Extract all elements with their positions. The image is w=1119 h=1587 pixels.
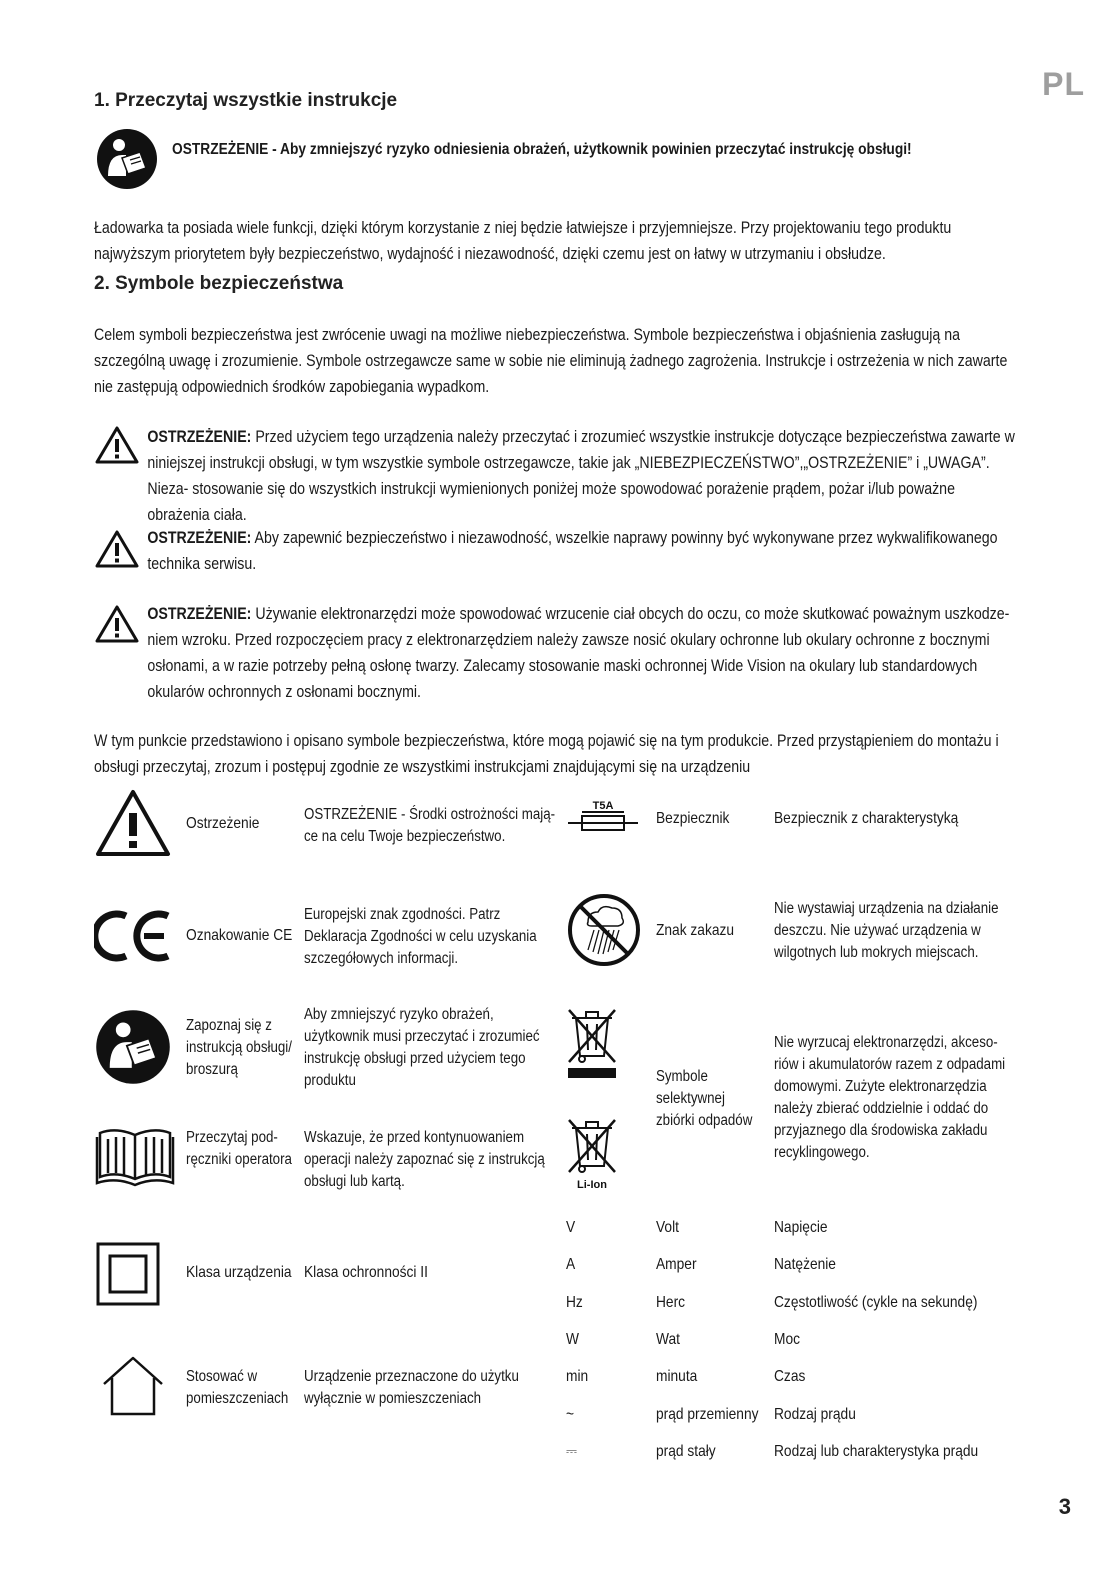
warning-text: Aby zapewnić bezpieczeństwo i niezawodność, wszelkie naprawy powinny być wykonywane przez wykwalifikowanego technika serwisu. [147, 529, 998, 573]
symbol-name: Stosować w pomieszczeniach [186, 1368, 289, 1407]
unit-symbol: W [566, 1331, 579, 1348]
fuse-icon [566, 798, 640, 838]
unit-symbol: min [566, 1368, 589, 1385]
warning-text: Przed użyciem tego urządzenia należy przeczytać i zrozumieć wszystkie instrukcje dotyczące bezpieczeństwa zawarte w niniejszej instrukcji obsługi, w tym wszystkie symbole ostrzegawcze, takie jak „NIEBEZPIECZEŃSTWO”,„OSTRZEŻENIE” i „UWAGA”. Nieza- stosowanie się do wszystkich instrukcji wymienionych poniżej może spowodować porażenie prądem, pożar i/lub poważne obrażenia ciała. [147, 428, 1015, 524]
unit-desc: Napięcie [774, 1219, 828, 1236]
fuse-rating: T5A [592, 800, 614, 812]
unit-symbol: A [566, 1256, 576, 1273]
warning-block-2 [94, 525, 1019, 577]
symbol-desc: Europejski znak zgodności. Patrz Deklaracja Zgodności w celu uzyskania szczegółowych informacji. [304, 906, 537, 967]
indoor-house-icon [100, 1354, 166, 1418]
warning-block-1 [94, 424, 1019, 528]
symbol-name: Symbole selektywnej zbiórki odpadów [656, 1068, 753, 1129]
unit-name: prąd stały [656, 1443, 716, 1460]
warning-block-3 [94, 601, 1019, 705]
warning-text: Używanie elektronarzędzi może spowodować wrzucenie ciał obcych do oczu, co może skutkować poważnym uszkodze- niem wzroku. Przed rozpoczęciem pracy z elektronarzędziem należy zawsze nosić okulary ochronne lub okulary ochronne z bocznymi osłonami, a w razie potrzeby pełną osłonę twarzy. Zalecamy stosowanie maski ochronnej Wide Vision na okulary lub standardowych okularów ochronnych z osłonami bocznymi. [147, 605, 1010, 701]
unit-desc: Moc [774, 1331, 801, 1348]
unit-desc: Rodzaj lub charakterystyka prądu [774, 1443, 979, 1460]
symbol-desc: OSTRZEŻENIE - Środki ostrożności mają- ce na celu Twoje bezpieczeństwo. [304, 806, 556, 845]
warning-label: OSTRZEŻENIE: [147, 605, 252, 623]
symbol-desc: Bezpiecznik z charakterystyką [774, 810, 959, 827]
symbol-name: Przeczytaj pod- ręczniki operatora [186, 1129, 292, 1168]
unit-name: Amper [656, 1256, 697, 1273]
section1-title: 1. Przeczytaj wszystkie instrukcje [94, 90, 398, 111]
unit-name: minuta [656, 1368, 698, 1385]
symbol-desc: Nie wyrzucaj elektronarzędzi, akceso- riów i akumulatorów razem z odpadami domowymi. Zużyte elektronarzędzia należy zbierać oddzielnie i oddać do przyjaznego dla środowiska zakładu recyklingowego. [774, 1034, 1006, 1161]
unit-symbol: ⎓ [566, 1443, 577, 1460]
symbol-name: Bezpiecznik [656, 810, 730, 827]
language-code: PL [1042, 66, 1085, 102]
unit-desc: Czas [774, 1368, 806, 1385]
read-manual-icon [96, 128, 158, 190]
unit-name: Volt [656, 1219, 679, 1236]
section2-intro: Celem symboli bezpieczeństwa jest zwrócenie uwagi na możliwe niebezpieczeństwa. Symbole bezpieczeństwa i objaśnienia zasługują na szczególną uwagę i zrozumienie. Symbole ostrzegawcze same w sobie nie eliminują żadnego zagrożenia. Instrukcje i ostrzeżenia w nich zawarte nie zastępują odpowiednich środków zapobiegania wypadkom. [94, 326, 1008, 396]
section1-body: Ładowarka ta posiada wiele funkcji, dzięki którym korzystanie z niej będzie łatwiejsze i przyjemniejsze. Przy projektowaniu tego produktu najwyższym priorytetem były bezpieczeństwo, wydajność i niezawodność, dzięki czemu jest on łatwy w utrzymaniu i obsłudze. [94, 219, 952, 263]
warning-label: OSTRZEŻENIE: [147, 529, 252, 547]
unit-symbol: V [566, 1219, 576, 1236]
unit-desc: Natężenie [774, 1256, 836, 1273]
class-ii-icon [96, 1242, 160, 1306]
section1-warning: OSTRZEŻENIE - Aby zmniejszyć ryzyko odniesienia obrażeń, użytkownik powinien przeczytać instrukcję obsługi! [172, 141, 912, 158]
symbol-desc: Nie wystawiaj urządzenia na działanie deszczu. Nie używać urządzenia w wilgotnych lub mokrych miejscach. [774, 900, 999, 961]
symbol-desc: Wskazuje, że przed kontynuowaniem operacji należy zapoznać się z instrukcją obsługi lub kartą. [304, 1129, 545, 1190]
unit-desc: Częstotliwość (cykle na sekundę) [774, 1294, 978, 1311]
unit-desc: Rodzaj prądu [774, 1406, 856, 1423]
section2-title: 2. Symbole bezpieczeństwa [94, 273, 344, 294]
section2-outro: W tym punkcie przedstawiono i opisano symbole bezpieczeństwa, które mogą pojawić się na tym produkcie. Przed przystąpieniem do montażu i obsługi przeczytaj, zrozum i postępuj zgodnie ze wszystkimi instrukcjami znajdującymi się na urządzeniu [94, 732, 999, 776]
symbol-desc: Urządzenie przeznaczone do użytku wyłącznie w pomieszczeniach [304, 1368, 519, 1407]
ce-mark-icon [94, 908, 174, 964]
symbol-name: Oznakowanie CE [186, 927, 293, 944]
open-book-icon [94, 1125, 176, 1187]
symbol-name: Klasa urządzenia [186, 1264, 292, 1281]
unit-name: Wat [656, 1331, 680, 1348]
no-rain-icon [566, 892, 642, 968]
symbol-name: Ostrzeżenie [186, 815, 260, 832]
symbol-name: Zapoznaj się z instrukcją obsługi/ broszurą [186, 1017, 292, 1078]
unit-name: Herc [656, 1294, 686, 1311]
weee-bin-li-ion-icon [566, 1114, 618, 1192]
unit-name: prąd przemienny [656, 1406, 759, 1423]
warning-label: OSTRZEŻENIE: [147, 428, 252, 446]
symbol-desc: Aby zmniejszyć ryzyko obrażeń, użytkownik musi przeczytać i zrozumieć instrukcję obsługi przed użyciem tego produktu [304, 1006, 540, 1089]
symbol-desc: Klasa ochronności II [304, 1264, 428, 1281]
symbol-name: Znak zakazu [656, 922, 735, 939]
unit-symbol: ~ [566, 1406, 575, 1423]
page-number: 3 [1058, 1494, 1071, 1519]
li-ion-label: Li-Ion [577, 1179, 607, 1191]
weee-bin-icon [566, 1004, 618, 1080]
unit-symbol: Hz [566, 1294, 583, 1311]
warning-triangle-icon [94, 788, 172, 858]
read-manual-icon [95, 1009, 171, 1085]
